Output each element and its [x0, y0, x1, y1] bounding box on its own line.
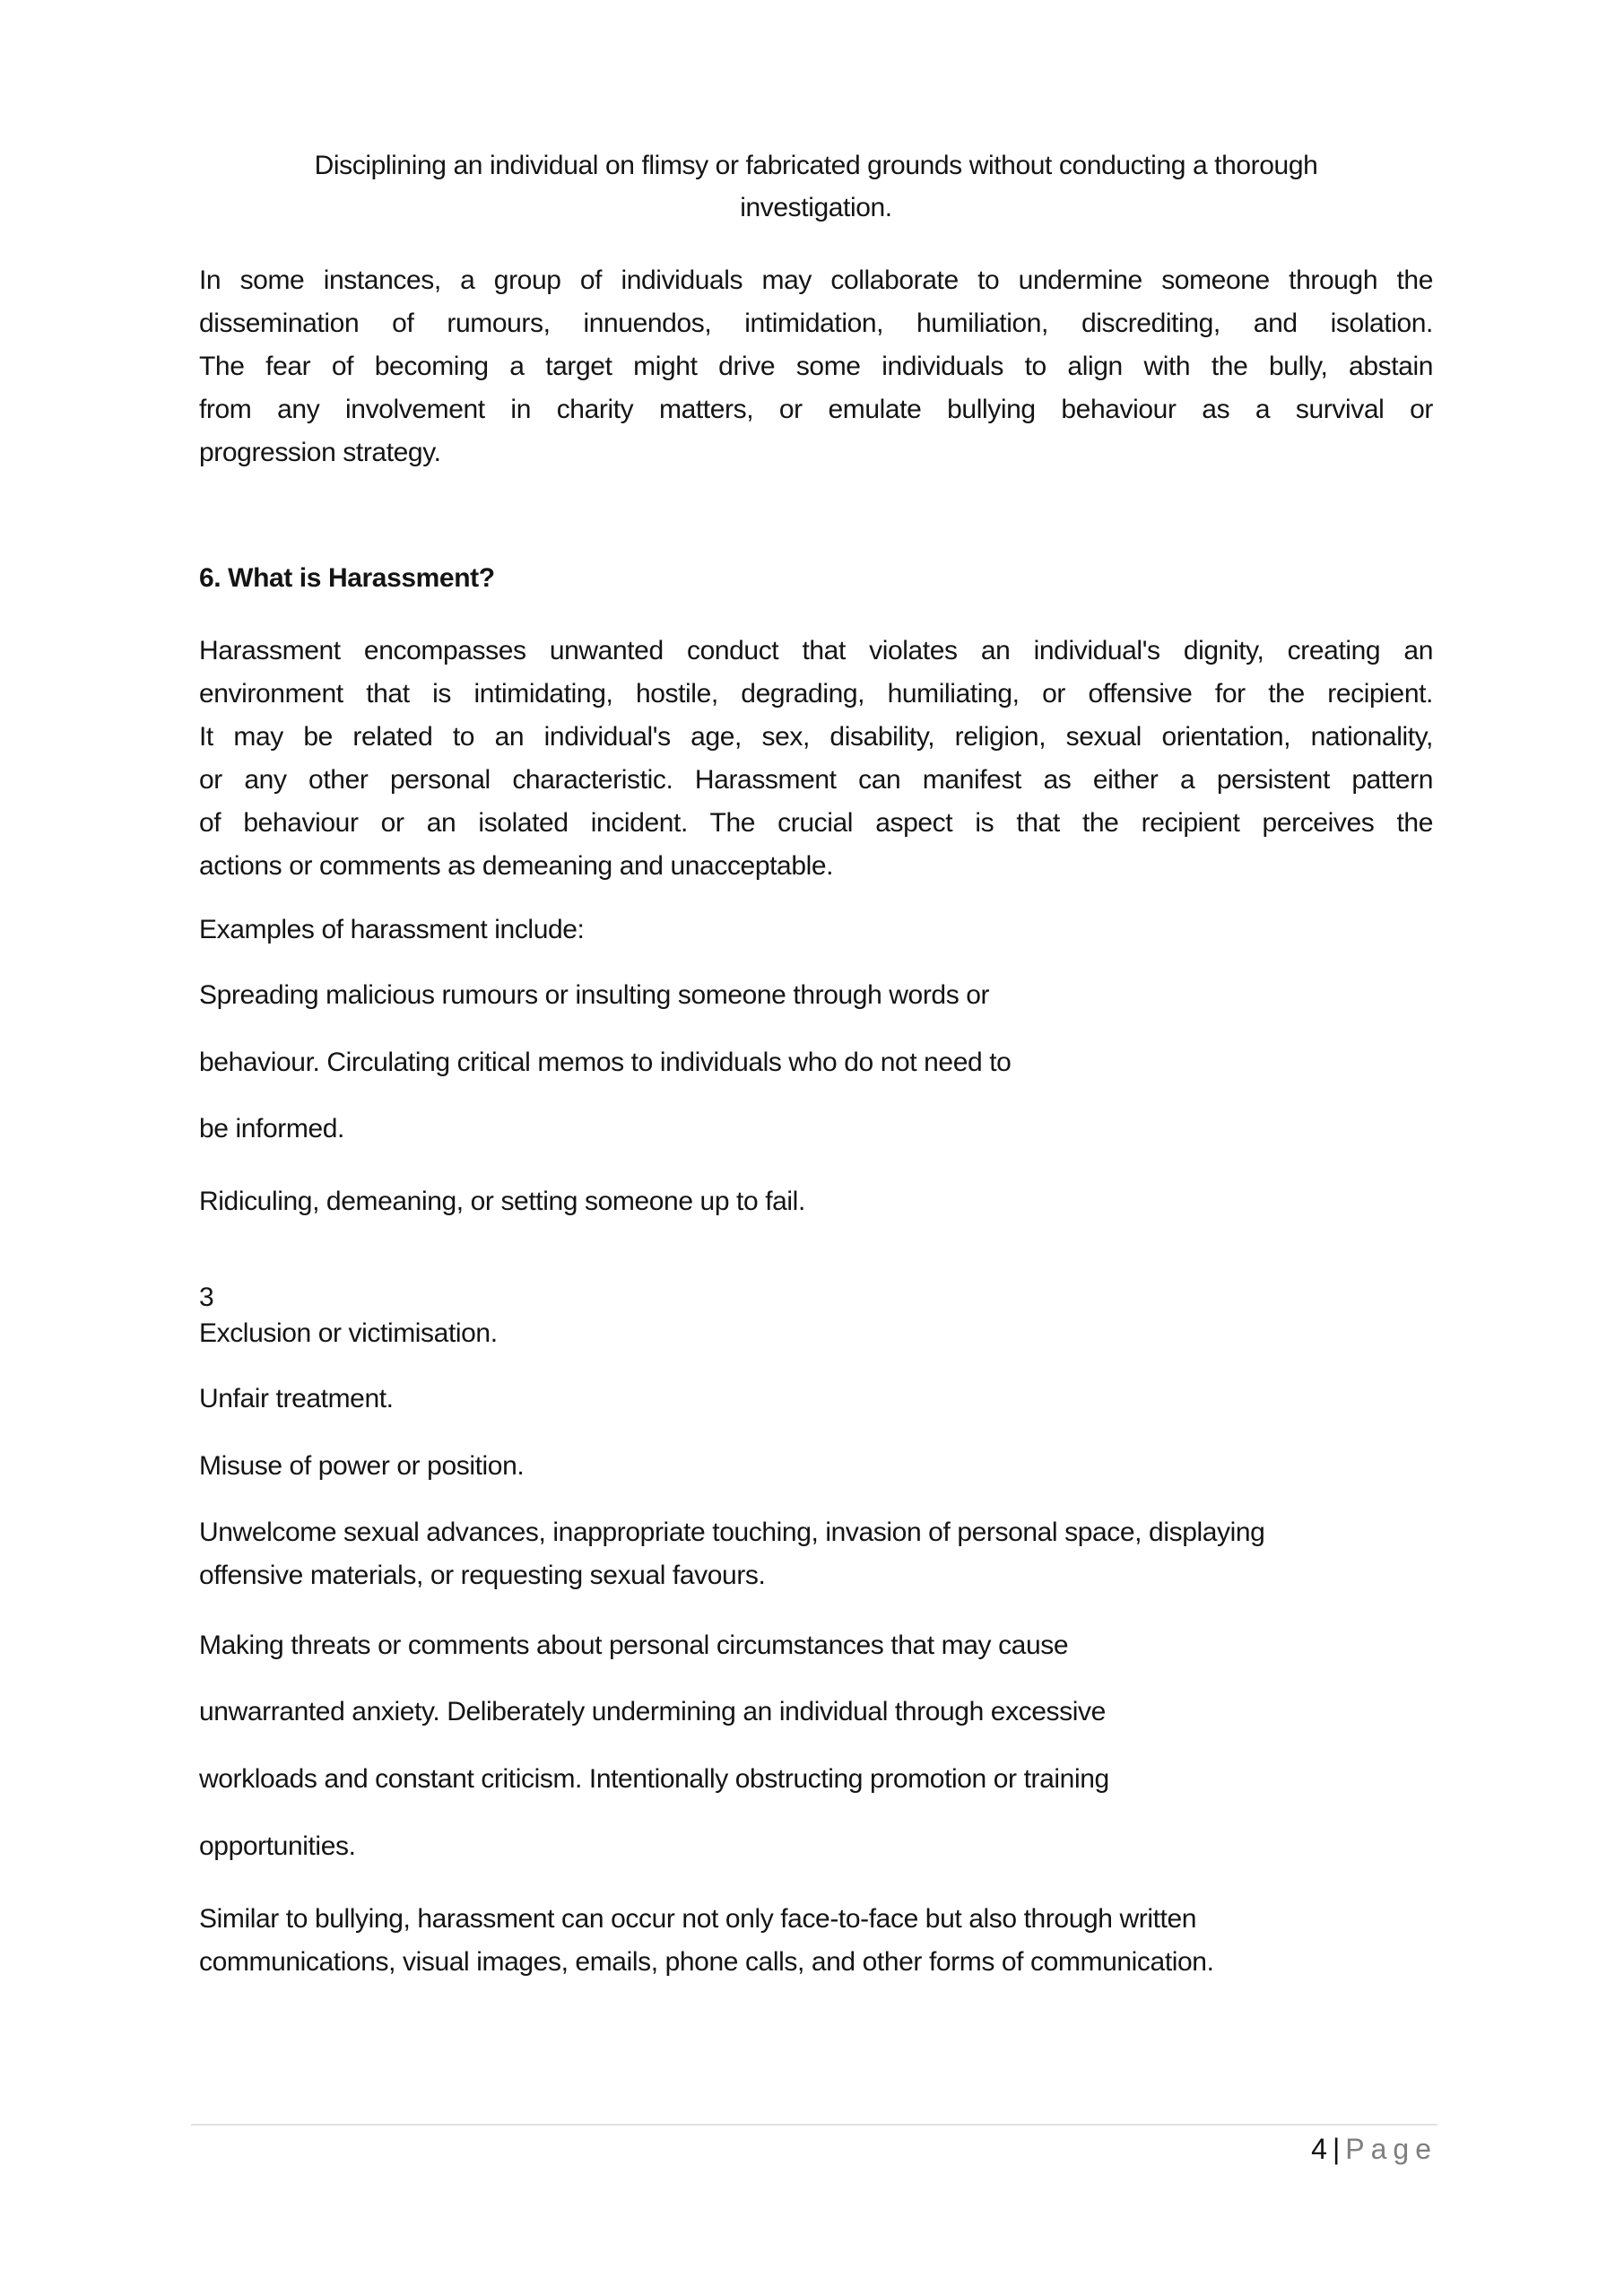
example-item: Making threats or comments about personal circumstances that may cause [199, 1631, 1069, 1660]
example-item: opportunities. [199, 1831, 356, 1861]
example-item: unwarranted anxiety. Deliberately undermining an individual through excessive [199, 1697, 1106, 1726]
footer-separator: | [1332, 2133, 1341, 2165]
paragraph-line: environment that is intimidating, hostile, degrading, humiliating, or offensive for the recipient. [199, 679, 1433, 709]
example-item: offensive materials, or requesting sexual favours. [199, 1561, 766, 1590]
paragraph-line: In some instances, a group of individuals may collaborate to undermine someone through the [199, 265, 1433, 295]
intro-line-1: Disciplining an individual on flimsy or fabricated grounds without conducting a thorough [314, 151, 1318, 180]
paragraph-line: actions or comments as demeaning and unacceptable. [199, 851, 834, 881]
example-item: Unwelcome sexual advances, inappropriate touching, invasion of personal space, displaying [199, 1518, 1265, 1547]
examples-intro: Examples of harassment include: [199, 915, 585, 944]
paragraph-line: dissemination of rumours, innuendos, intimidation, humiliation, discrediting, and isolation. [199, 309, 1433, 338]
example-item: Spreading malicious rumours or insulting someone through words or [199, 980, 990, 1010]
paragraph-line: of behaviour or an isolated incident. The crucial aspect is that the recipient perceives the [199, 808, 1433, 838]
stray-page-number: 3 [199, 1283, 214, 1312]
section-heading: 6. What is Harassment? [199, 563, 495, 593]
page-label: Page [1345, 2133, 1437, 2165]
paragraph-line: Harassment encompasses unwanted conduct that violates an individual's dignity, creating an [199, 636, 1433, 665]
footer-divider [191, 2124, 1437, 2126]
example-item: Ridiculing, demeaning, or setting someone up to fail. [199, 1187, 805, 1216]
closing-line: Similar to bullying, harassment can occur not only face-to-face but also through written [199, 1904, 1197, 1934]
paragraph-line: from any involvement in charity matters, or emulate bullying behaviour as a survival or [199, 395, 1433, 424]
page-footer [1311, 2133, 1437, 2166]
example-item: be informed. [199, 1114, 344, 1144]
example-item: Misuse of power or position. [199, 1451, 525, 1481]
paragraph-line: progression strategy. [199, 438, 441, 467]
example-item: behaviour. Circulating critical memos to individuals who do not need to [199, 1048, 1012, 1077]
harassment-definition-paragraph [199, 630, 1433, 888]
paragraph-line: It may be related to an individual's age, sex, disability, religion, sexual orientation, nationality, [199, 722, 1433, 752]
closing-line: communications, visual images, emails, phone calls, and other forms of communication. [199, 1947, 1214, 1977]
example-item: Unfair treatment. [199, 1384, 394, 1413]
paragraph-line: The fear of becoming a target might drive some individuals to align with the bully, abstain [199, 352, 1433, 381]
intro-line-2: investigation. [740, 193, 892, 222]
group-bullying-paragraph [199, 259, 1433, 474]
page-number: 4 [1311, 2133, 1327, 2165]
paragraph-line: or any other personal characteristic. Harassment can manifest as either a persistent pattern [199, 765, 1433, 795]
example-item: Exclusion or victimisation. [199, 1318, 498, 1348]
example-item: workloads and constant criticism. Intentionally obstructing promotion or training [199, 1764, 1109, 1794]
